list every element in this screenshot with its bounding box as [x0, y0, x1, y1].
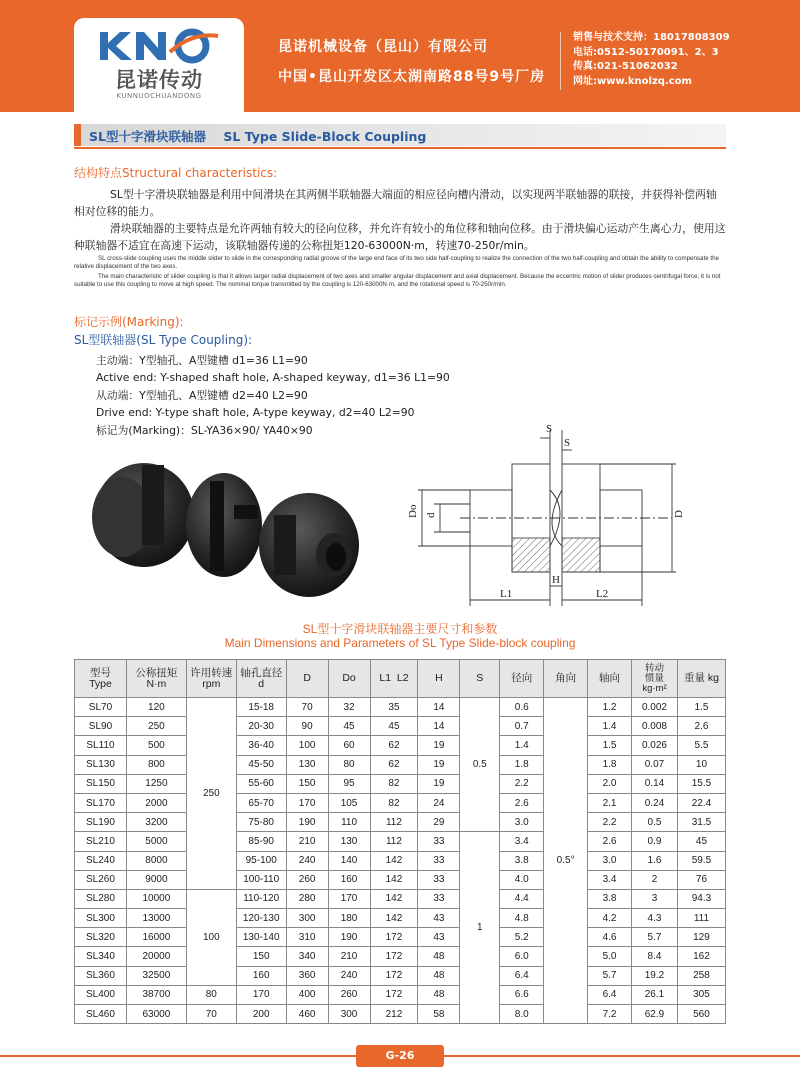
th-L: L1 L2 [370, 660, 418, 698]
table-row [75, 755, 726, 774]
cell-type: SL300 [75, 909, 127, 928]
cell-H: 19 [418, 736, 460, 755]
table-row [75, 947, 726, 966]
cell-torque: 13000 [126, 909, 186, 928]
table-row [75, 698, 726, 717]
cell-Do: 110 [328, 813, 370, 832]
cell-type: SL190 [75, 813, 127, 832]
cell-weight: 1.5 [677, 698, 725, 717]
cell-inertia: 0.026 [632, 736, 678, 755]
cell-Do: 95 [328, 774, 370, 793]
cell-bore: 75-80 [236, 813, 286, 832]
cell-bore: 120-130 [236, 909, 286, 928]
th-radial: 径向 [500, 660, 544, 698]
cell-bore: 36-40 [236, 736, 286, 755]
cell-weight: 258 [677, 966, 725, 985]
cell-D: 310 [286, 928, 328, 947]
cell-weight: 76 [677, 870, 725, 889]
cell-H: 33 [418, 870, 460, 889]
table-row [75, 774, 726, 793]
cell-axial: 3.4 [588, 870, 632, 889]
th-H: H [418, 660, 460, 698]
cell-radial: 2.6 [500, 793, 544, 812]
cell-torque: 16000 [126, 928, 186, 947]
cell-L: 112 [370, 813, 418, 832]
drawing-label-h: H [552, 574, 560, 586]
table-row [75, 870, 726, 889]
cell-Do: 210 [328, 947, 370, 966]
table-row [75, 985, 726, 1004]
marking-line-drive-cn: 从动端：Y型轴孔、A型键槽 d2=40 L2=90 [96, 388, 308, 402]
cell-torque: 20000 [126, 947, 186, 966]
cell-bore: 170 [236, 985, 286, 1004]
drawing-label-do: Do [407, 504, 419, 518]
cell-inertia: 3 [632, 889, 678, 908]
drawing-label-d-small: d [425, 512, 437, 518]
cell-torque: 10000 [126, 889, 186, 908]
cell-D: 460 [286, 1005, 328, 1024]
th-angular: 角向 [544, 660, 588, 698]
cell-L: 142 [370, 851, 418, 870]
cell-axial: 5.7 [588, 966, 632, 985]
marking-line-active-cn: 主动端：Y型轴孔、A型键槽 d1=36 L1=90 [96, 354, 308, 367]
cell-Do: 190 [328, 928, 370, 947]
cell-D: 100 [286, 736, 328, 755]
cell-radial: 5.2 [500, 928, 544, 947]
cell-H: 48 [418, 947, 460, 966]
cell-weight: 22.4 [677, 793, 725, 812]
cell-inertia: 0.002 [632, 698, 678, 717]
cell-H: 33 [418, 889, 460, 908]
structural-en-paragraph-1: SL cross-slide coupling uses the middle slider to slide in the corresponding radial groove of the large end face of its two side half-coupling to realize the connection of the two half-coupling and obtain the ability to compensate the relative displacement of the two axes. [74, 255, 719, 271]
marking-line-active-en: Active end: Y-shaped shaft hole, A-shaped keyway, d1=36 L1=90 [96, 371, 450, 385]
th-Do: Do [328, 660, 370, 698]
page-number-tab [356, 1045, 444, 1067]
table-row [75, 909, 726, 928]
cell-torque: 120 [126, 698, 186, 717]
cell-axial: 1.5 [588, 736, 632, 755]
cell-bore: 20-30 [236, 717, 286, 736]
cell-inertia: 26.1 [632, 985, 678, 1004]
cell-L: 212 [370, 1005, 418, 1024]
cell-weight: 59.5 [677, 851, 725, 870]
cell-inertia: 0.14 [632, 774, 678, 793]
title-underline [74, 147, 726, 149]
cell-torque: 250 [126, 717, 186, 736]
spec-table-body [75, 698, 726, 1024]
company-name: 昆诺机械设备（昆山）有限公司 [278, 39, 488, 55]
cell-axial: 5.0 [588, 947, 632, 966]
cell-axial: 2.1 [588, 793, 632, 812]
table-header-row [75, 660, 726, 698]
company-address: 中国•昆山开发区太湖南路88号9号厂房 [278, 69, 546, 85]
drawing-label-s: S [564, 437, 571, 449]
cell-bore: 130-140 [236, 928, 286, 947]
th-bore: 轴孔直径 d [236, 660, 286, 698]
table-row [75, 736, 726, 755]
cell-L: 142 [370, 909, 418, 928]
drawing-label-d-big: D [673, 510, 685, 518]
cell-inertia: 19.2 [632, 966, 678, 985]
marking-line-result: 标记为(Marking)：SL-YA36×90/ YA40×90 [96, 423, 313, 437]
cell-Do: 170 [328, 889, 370, 908]
cell-radial: 1.4 [500, 736, 544, 755]
table-row [75, 889, 726, 908]
cell-D: 70 [286, 698, 328, 717]
cell-radial: 0.6 [500, 698, 544, 717]
marking-lines [96, 352, 450, 439]
marking-heading: 标记示例(Marking): [74, 315, 184, 329]
cell-Do: 240 [328, 966, 370, 985]
cell-axial: 2.6 [588, 832, 632, 851]
cell-Do: 60 [328, 736, 370, 755]
table-row [75, 813, 726, 832]
cell-torque: 38700 [126, 985, 186, 1004]
cell-inertia: 1.6 [632, 851, 678, 870]
cell-L: 172 [370, 966, 418, 985]
cell-axial: 1.2 [588, 698, 632, 717]
cell-D: 340 [286, 947, 328, 966]
cell-torque: 800 [126, 755, 186, 774]
coupling-dimension-drawing [400, 420, 730, 610]
table-row [75, 793, 726, 812]
cell-type: SL280 [75, 889, 127, 908]
cell-D: 260 [286, 870, 328, 889]
cell-radial: 6.0 [500, 947, 544, 966]
cell-Do: 130 [328, 832, 370, 851]
cell-H: 24 [418, 793, 460, 812]
cell-Do: 45 [328, 717, 370, 736]
cell-bore: 85-90 [236, 832, 286, 851]
table-row [75, 832, 726, 851]
cell-inertia: 62.9 [632, 1005, 678, 1024]
contact-phone: 电话:0512-50170091、2、3 [573, 46, 719, 58]
spec-table [74, 659, 726, 1024]
cell-torque: 63000 [126, 1005, 186, 1024]
cell-D: 210 [286, 832, 328, 851]
page-header [0, 0, 800, 112]
th-speed: 许用转速 rpm [186, 660, 236, 698]
cell-weight: 162 [677, 947, 725, 966]
cell-L: 172 [370, 947, 418, 966]
cell-Do: 260 [328, 985, 370, 1004]
table-row [75, 928, 726, 947]
cell-weight: 15.5 [677, 774, 725, 793]
cell-L: 142 [370, 889, 418, 908]
cell-D: 90 [286, 717, 328, 736]
th-inertia: 转动 惯量 kg·m² [632, 660, 678, 698]
cell-bore: 110-120 [236, 889, 286, 908]
logo-mark-icon [94, 26, 224, 66]
cell-Do: 80 [328, 755, 370, 774]
cell-radial: 3.0 [500, 813, 544, 832]
cell-inertia: 0.24 [632, 793, 678, 812]
cell-type: SL360 [75, 966, 127, 985]
cell-Do: 300 [328, 1005, 370, 1024]
cell-axial: 2.2 [588, 813, 632, 832]
cell-L: 172 [370, 928, 418, 947]
cell-type: SL170 [75, 793, 127, 812]
table-row [75, 966, 726, 985]
th-D: D [286, 660, 328, 698]
cell-H: 48 [418, 985, 460, 1004]
cell-H: 14 [418, 698, 460, 717]
cell-type: SL340 [75, 947, 127, 966]
page-number: G-26 [385, 1049, 415, 1062]
cell-D: 240 [286, 851, 328, 870]
contact-website[interactable]: 网址:www.knolzq.com [573, 75, 692, 87]
cell-weight: 129 [677, 928, 725, 947]
cell-weight: 560 [677, 1005, 725, 1024]
header-divider [560, 32, 561, 90]
cell-H: 33 [418, 851, 460, 870]
cell-radial: 3.8 [500, 851, 544, 870]
cell-radial: 4.8 [500, 909, 544, 928]
cell-axial: 2.0 [588, 774, 632, 793]
cell-D: 130 [286, 755, 328, 774]
cell-S: 0.5 [460, 698, 500, 832]
cell-weight: 305 [677, 985, 725, 1004]
structural-cn-paragraph-2: 滑块联轴器的主要特点是允许两轴有较大的径向位移，并允许有较小的角位移和轴向位移。由于滑块偏心运动产生离心力，使用这种联轴器不适宜在高速下运动，该联轴器传递的公称扭矩120-63000N·m，转速70-250r/min。 [74, 222, 726, 252]
cell-bore: 150 [236, 947, 286, 966]
cell-type: SL240 [75, 851, 127, 870]
cell-L: 62 [370, 736, 418, 755]
contact-info [573, 31, 730, 89]
cell-speed: 100 [186, 889, 236, 985]
cell-H: 14 [418, 717, 460, 736]
cell-H: 48 [418, 966, 460, 985]
cell-torque: 32500 [126, 966, 186, 985]
cell-axial: 4.6 [588, 928, 632, 947]
cell-D: 150 [286, 774, 328, 793]
cell-weight: 45 [677, 832, 725, 851]
cell-inertia: 0.07 [632, 755, 678, 774]
cell-L: 82 [370, 774, 418, 793]
cell-bore: 160 [236, 966, 286, 985]
cell-angular: 0.5° [544, 698, 588, 1024]
cell-torque: 9000 [126, 870, 186, 889]
cell-H: 43 [418, 909, 460, 928]
cell-radial: 8.0 [500, 1005, 544, 1024]
cell-weight: 94.3 [677, 889, 725, 908]
cell-torque: 1250 [126, 774, 186, 793]
cell-radial: 6.4 [500, 966, 544, 985]
marking-subheading: SL型联轴器(SL Type Coupling): [74, 333, 253, 347]
cell-axial: 1.4 [588, 717, 632, 736]
cell-type: SL400 [75, 985, 127, 1004]
cell-axial: 3.0 [588, 851, 632, 870]
cell-D: 170 [286, 793, 328, 812]
cell-L: 45 [370, 717, 418, 736]
cell-torque: 500 [126, 736, 186, 755]
cell-H: 19 [418, 774, 460, 793]
coupling-photo [84, 445, 364, 615]
cell-type: SL90 [75, 717, 127, 736]
table-row [75, 1005, 726, 1024]
cell-type: SL260 [75, 870, 127, 889]
structural-en-paragraph-2: The main characteristic of slider coupling is that it allows larger radial displacement of two axes and smaller angular displacement and axial displacement. Because the eccentric motion of slider produces centrifugal force, it is not suitable to use this coupling to move at high speed. The nominal torque transmitted by the coupling is 120-63000N·m, and the rotational speed is 70-250r/min. [74, 273, 721, 289]
cell-speed: 70 [186, 1005, 236, 1024]
structural-heading: 结构特点Structural characteristics: [74, 166, 278, 180]
drawing-label-s-top: S [546, 423, 553, 435]
cell-radial: 4.0 [500, 870, 544, 889]
cell-axial: 4.2 [588, 909, 632, 928]
table-row [75, 851, 726, 870]
cell-Do: 32 [328, 698, 370, 717]
th-weight: 重量 kg [677, 660, 725, 698]
th-type: 型号 Type [75, 660, 127, 698]
table-title-cn: SL型十字滑块联轴器主要尺寸和参数 [302, 622, 498, 636]
cell-H: 29 [418, 813, 460, 832]
cell-inertia: 4.3 [632, 909, 678, 928]
cell-Do: 160 [328, 870, 370, 889]
marking-line-drive-en: Drive end: Y-type shaft hole, A-type keyway, d2=40 L2=90 [96, 406, 415, 420]
cell-weight: 111 [677, 909, 725, 928]
cell-torque: 2000 [126, 793, 186, 812]
cell-weight: 31.5 [677, 813, 725, 832]
cell-weight: 10 [677, 755, 725, 774]
cell-Do: 140 [328, 851, 370, 870]
cell-H: 19 [418, 755, 460, 774]
th-S: S [460, 660, 500, 698]
cell-L: 172 [370, 985, 418, 1004]
cell-bore: 15-18 [236, 698, 286, 717]
cell-type: SL70 [75, 698, 127, 717]
title-accent [74, 124, 81, 146]
drawing-label-l1: L1 [500, 588, 513, 600]
cell-torque: 8000 [126, 851, 186, 870]
contact-sales: 销售与技术支持：18017808309 [573, 32, 730, 43]
cell-inertia: 0.5 [632, 813, 678, 832]
cell-inertia: 0.9 [632, 832, 678, 851]
cell-H: 43 [418, 928, 460, 947]
cell-weight: 5.5 [677, 736, 725, 755]
cell-S: 1 [460, 832, 500, 1024]
cell-H: 33 [418, 832, 460, 851]
cell-type: SL460 [75, 1005, 127, 1024]
cell-D: 360 [286, 966, 328, 985]
cell-inertia: 2 [632, 870, 678, 889]
cell-L: 82 [370, 793, 418, 812]
cell-H: 58 [418, 1005, 460, 1024]
cell-bore: 65-70 [236, 793, 286, 812]
cell-type: SL150 [75, 774, 127, 793]
cell-radial: 0.7 [500, 717, 544, 736]
cell-radial: 3.4 [500, 832, 544, 851]
th-torque: 公称扭矩 N·m [126, 660, 186, 698]
section-title: SL型十字滑块联轴器 SL Type Slide-Block Coupling [89, 129, 427, 144]
cell-axial: 1.8 [588, 755, 632, 774]
cell-L: 142 [370, 870, 418, 889]
cell-weight: 2.6 [677, 717, 725, 736]
cell-bore: 95-100 [236, 851, 286, 870]
cell-type: SL210 [75, 832, 127, 851]
cell-D: 190 [286, 813, 328, 832]
cell-bore: 45-50 [236, 755, 286, 774]
cell-radial: 2.2 [500, 774, 544, 793]
cell-L: 62 [370, 755, 418, 774]
cell-type: SL130 [75, 755, 127, 774]
cell-D: 300 [286, 909, 328, 928]
cell-D: 400 [286, 985, 328, 1004]
cell-bore: 100-110 [236, 870, 286, 889]
cell-radial: 1.8 [500, 755, 544, 774]
cell-torque: 5000 [126, 832, 186, 851]
cell-inertia: 5.7 [632, 928, 678, 947]
cell-axial: 7.2 [588, 1005, 632, 1024]
section-title-bar [74, 124, 726, 146]
page-footer [0, 1041, 800, 1071]
cell-bore: 200 [236, 1005, 286, 1024]
cell-axial: 6.4 [588, 985, 632, 1004]
cell-L: 112 [370, 832, 418, 851]
cell-speed: 250 [186, 698, 236, 890]
cell-radial: 6.6 [500, 985, 544, 1004]
structural-cn-paragraph-1: SL型十字滑块联轴器是利用中间滑块在其两侧半联轴器大端面的相应径向槽内滑动，以实现两半联轴器的联接，并获得补偿两轴相对位移的能力。 [74, 188, 717, 218]
cell-D: 280 [286, 889, 328, 908]
cell-type: SL320 [75, 928, 127, 947]
cell-torque: 3200 [126, 813, 186, 832]
cell-bore: 55-60 [236, 774, 286, 793]
table-row [75, 717, 726, 736]
drawing-label-l2: L2 [596, 588, 609, 600]
cell-inertia: 8.4 [632, 947, 678, 966]
cell-radial: 4.4 [500, 889, 544, 908]
table-title-en: Main Dimensions and Parameters of SL Type Slide-block coupling [224, 636, 576, 650]
contact-fax: 传真:021-51062032 [573, 61, 678, 72]
logo-chinese-name: 昆诺传动 [115, 68, 203, 92]
cell-speed: 80 [186, 985, 236, 1004]
th-axial: 轴向 [588, 660, 632, 698]
company-logo [74, 18, 244, 112]
cell-axial: 3.8 [588, 889, 632, 908]
cell-inertia: 0.008 [632, 717, 678, 736]
cell-Do: 105 [328, 793, 370, 812]
logo-english-name: KUNNUOCHUANDONG [116, 92, 202, 100]
cell-type: SL110 [75, 736, 127, 755]
cell-Do: 180 [328, 909, 370, 928]
cell-L: 35 [370, 698, 418, 717]
